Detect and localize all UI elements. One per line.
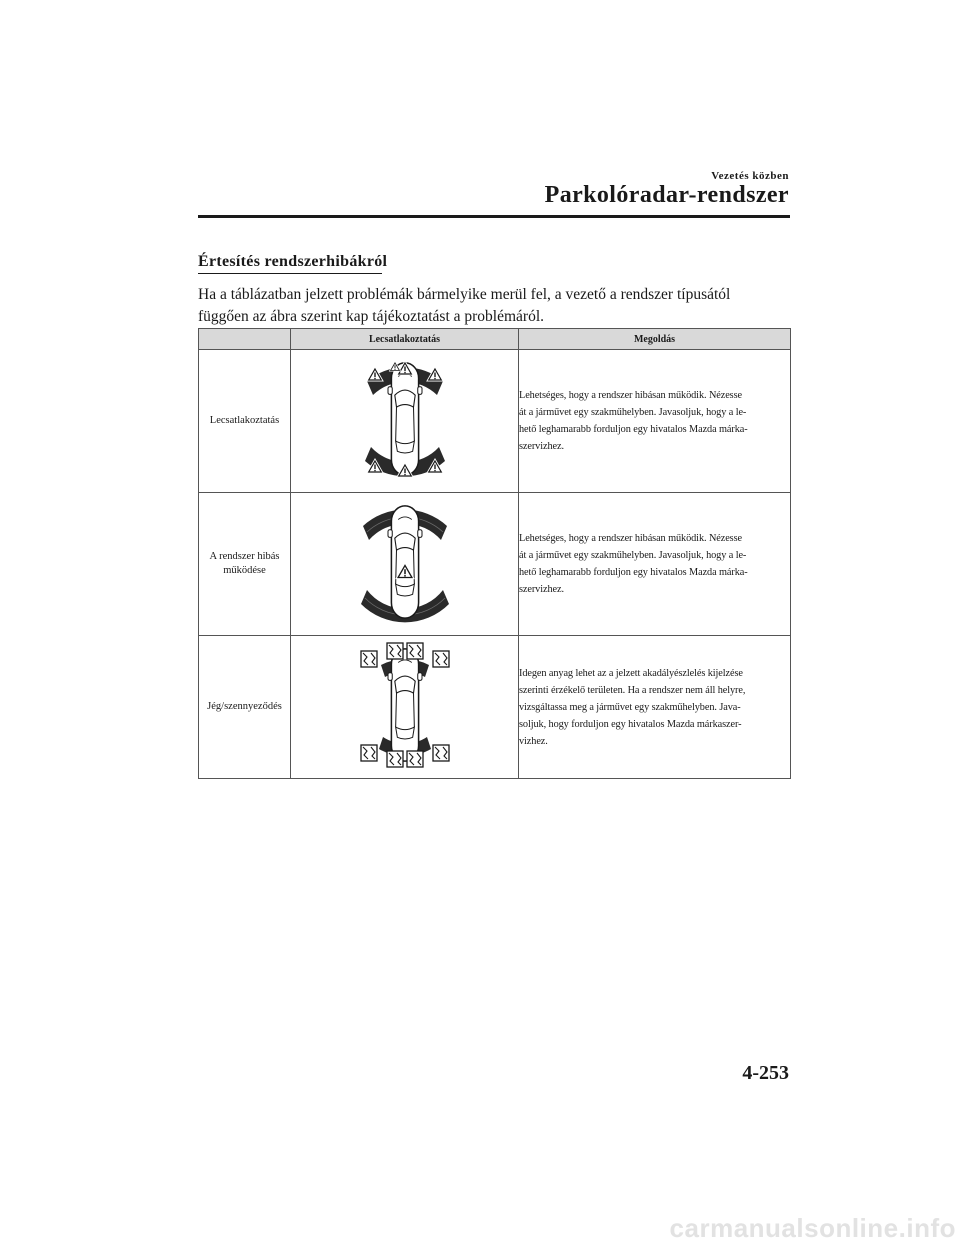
intro-line: Ha a táblázatban jelzett problémák bármelyike merül fel, a vezető a rendszer típusától <box>198 286 731 303</box>
subheading-underline <box>198 273 382 274</box>
solution-line: Idegen anyag lehet az a jelzett akadályészlelés kijelzése <box>519 667 743 679</box>
solution-line: hető leghamarabb forduljon egy hivatalos Mazda márka- <box>519 424 748 435</box>
watermark: carmanualsonline.info <box>669 1213 956 1243</box>
solution-line: soljuk, hogy forduljon egy hivatalos Mazda márkaszer- <box>519 718 742 730</box>
solution-line: hető leghamarabb forduljon egy hivatalos Mazda márka- <box>519 567 748 578</box>
table-header-cell: Lecsatlakoztatás <box>291 329 519 350</box>
condition-text: működése <box>223 565 266 576</box>
condition-text: Jég/szennyeződés <box>207 701 282 712</box>
solution-line: át a járművet egy szakműhelyben. Javasoljuk, hogy a le- <box>519 407 747 418</box>
solution-line: szerinti érzékelő területen. Ha a rendszer nem áll helyre, <box>519 684 746 696</box>
section-label: Vezetés közben <box>711 170 789 182</box>
intro-paragraph <box>198 284 790 328</box>
condition-cell <box>199 636 291 779</box>
condition-text: Lecsatlakoztatás <box>209 415 280 426</box>
car-sensor-dirt-icon <box>360 640 450 770</box>
solution-line: Lehetséges, hogy a rendszer hibásan működik. Nézesse <box>519 533 742 544</box>
header-rule <box>198 215 790 218</box>
condition-cell <box>199 350 291 493</box>
image-cell <box>291 636 519 779</box>
intro-line: függően az ábra szerint kap tájékoztatást a problémáról. <box>198 308 545 325</box>
solution-line: vizsgáltassa meg a járművet egy szakműhelyben. Java- <box>519 701 741 713</box>
table-header-row <box>199 329 791 350</box>
table-header-cell <box>199 329 291 350</box>
solution-cell <box>519 350 791 493</box>
image-cell <box>291 350 519 493</box>
solution-cell <box>519 493 791 636</box>
condition-cell <box>199 493 291 636</box>
table-row <box>199 350 791 493</box>
condition-text: A rendszer hibás <box>209 551 280 562</box>
car-warning-sensors-icon <box>360 354 450 484</box>
table-row <box>199 636 791 779</box>
solution-line: Lehetséges, hogy a rendszer hibásan működik. Nézesse <box>519 390 742 401</box>
solution-cell <box>519 636 791 779</box>
car-system-malfunction-icon <box>360 497 450 627</box>
image-cell <box>291 493 519 636</box>
table-row <box>199 493 791 636</box>
table-header-cell: Megoldás <box>519 329 791 350</box>
subheading: Értesítés rendszerhibákról <box>198 253 388 270</box>
solution-line: át a járművet egy szakműhelyben. Javasoljuk, hogy a le- <box>519 550 747 561</box>
page-title: Parkolóradar-rendszer <box>544 182 789 208</box>
solution-line: szervizhez. <box>519 584 564 595</box>
solution-line: vizhez. <box>519 735 548 747</box>
page-number: 4-253 <box>742 1062 789 1084</box>
solution-line: szervizhez. <box>519 441 564 452</box>
fault-table <box>198 328 791 779</box>
